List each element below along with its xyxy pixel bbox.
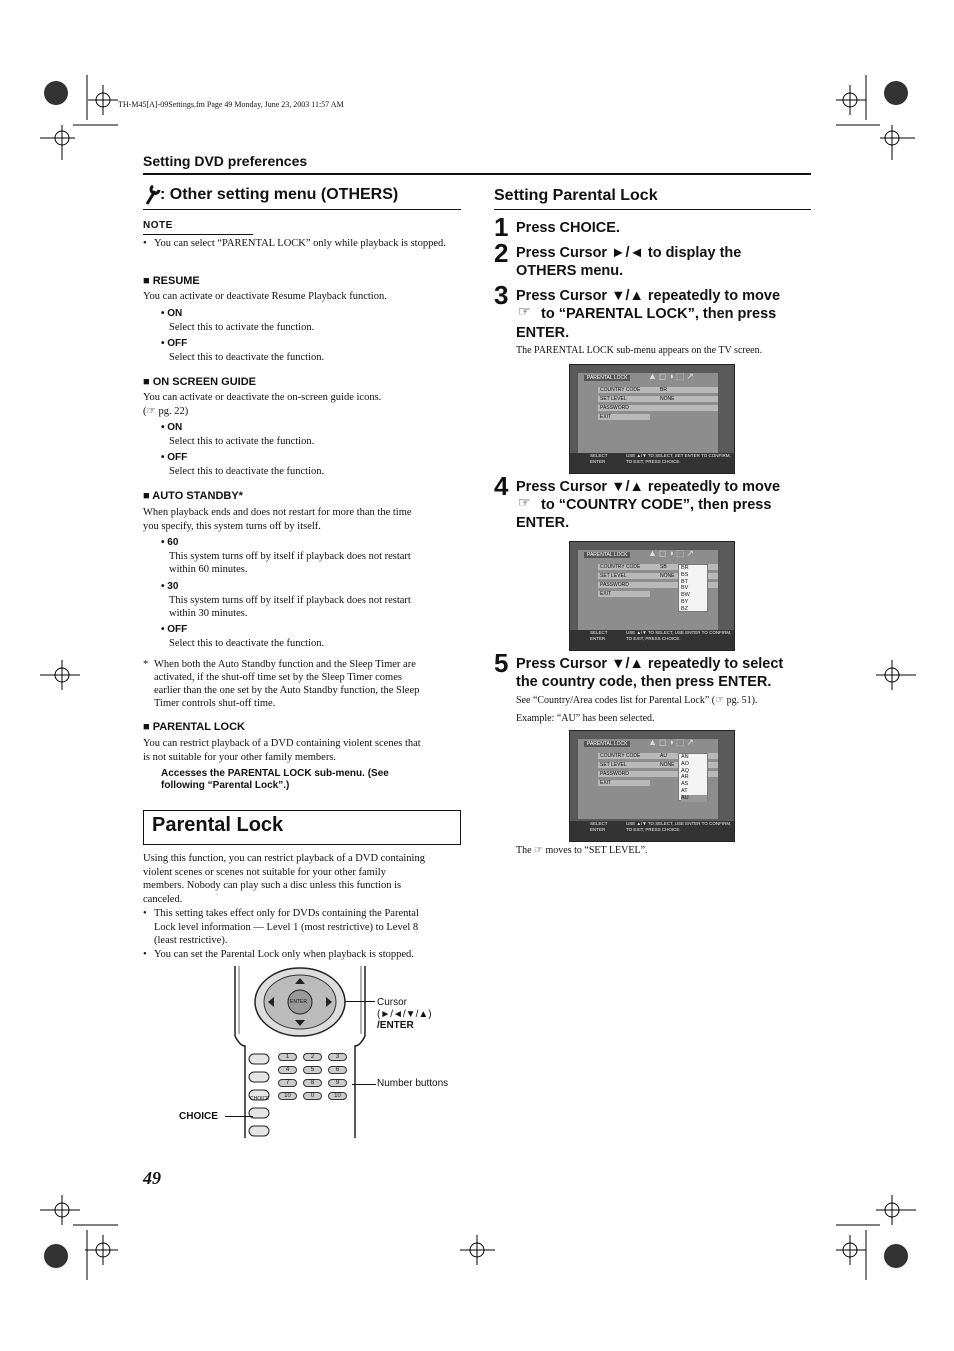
note-text: • You can select “PARENTAL LOCK” only while playback is stopped. — [143, 238, 446, 249]
step4-line3: ENTER. — [516, 515, 570, 531]
parental-access1: Accesses the PARENTAL LOCK sub-menu. (See — [161, 768, 389, 779]
tv2-code-item: BT — [681, 578, 689, 585]
auto-standby-60-desc1: This system turns off by itself if playback does not restart — [169, 551, 411, 562]
tv2-code-value: SB — [660, 564, 667, 570]
tv2-code-item: BY — [681, 598, 689, 605]
tv-country-code: COUNTRY CODE — [600, 387, 641, 393]
step5-number: 5 — [494, 648, 509, 678]
others-menu-title: : Other setting menu (OTHERS) — [160, 186, 399, 203]
step5-note2: Example: “AU” has been selected. — [516, 713, 655, 724]
remote-enter-key: ENTER — [290, 999, 307, 1005]
tv3-code-value: AU — [660, 753, 667, 759]
key-3: 3 — [328, 1053, 347, 1061]
number-leader-line — [352, 1084, 376, 1085]
resume-desc: You can activate or deactivate Resume Playback function. — [143, 291, 387, 302]
tv3-exit: EXIT — [600, 780, 612, 786]
step5-line2: the country code, then press ENTER. — [516, 674, 772, 690]
reference-icon-2: ☞ — [715, 695, 725, 706]
tv3-select-enter — [590, 821, 608, 833]
section-rule — [143, 173, 811, 175]
final-note-b: moves to “SET LEVEL”. — [545, 845, 648, 856]
step4-line1: Press Cursor ▼/▲ repeatedly to move — [516, 479, 781, 495]
osg-on-desc: Select this to activate the function. — [169, 436, 315, 447]
tv2-select-label: SELECT — [590, 630, 608, 635]
bullet1-line2: Lock level information — Level 1 (most restrictive) to Level 8 — [154, 922, 419, 933]
tv3-tab-icons: ▲◻◑⬚↗ — [648, 737, 696, 747]
note-heading: NOTE — [143, 220, 173, 231]
tv-exit: EXIT — [600, 414, 612, 420]
tv3-level-value: NONE — [660, 762, 675, 768]
pointer-icon-2: ☞ — [518, 496, 531, 511]
tv3-set-level: SET LEVEL — [600, 762, 627, 768]
remote-choice-key: CHOICE — [250, 1096, 270, 1102]
tv3-code-item: AN — [681, 754, 689, 760]
key-6: 6 — [328, 1066, 347, 1074]
auto-standby-desc2: you specify, this system turns off by itself. — [143, 521, 321, 532]
choice-callout: CHOICE — [179, 1111, 218, 1122]
bullet1-line1: This setting takes effect only for DVDs containing the Parental — [154, 908, 419, 919]
step5-note1 — [516, 694, 757, 708]
tv3-help-text — [626, 821, 731, 833]
file-info: TH-M45[A]-09Settings.fm Page 49 Monday, June 23, 2003 11:57 AM — [118, 100, 344, 109]
tv-enter-label: ENTER — [590, 459, 606, 464]
key-2: 2 — [303, 1053, 322, 1061]
key-0: 0 — [303, 1092, 322, 1100]
tv-tab-icons: ▲◻◑⬚↗ — [648, 371, 696, 381]
tv3-enter-label: ENTER — [590, 827, 606, 832]
bullet-marker-1: • — [143, 908, 147, 919]
others-title-rule — [143, 209, 461, 210]
section-title: Setting DVD preferences — [143, 153, 308, 169]
step3-line1: Press Cursor ▼/▲ repeatedly to move — [516, 288, 781, 304]
tv2-code-item: BV — [681, 585, 689, 592]
note-rule — [143, 234, 253, 235]
setting-title-rule — [494, 209, 811, 210]
tv2-select-enter — [590, 630, 608, 642]
bullet-marker-2: • — [143, 949, 147, 960]
footnote-line2: activated, if the shut-off time set by the Sleep Timer comes — [154, 672, 402, 683]
page-number: 49 — [143, 1168, 161, 1188]
tv-screen-country-code — [569, 541, 735, 651]
tv3-country-code: COUNTRY CODE — [600, 753, 641, 759]
pointer-icon-3: ☞ — [534, 845, 544, 856]
tv2-exit: EXIT — [600, 591, 612, 597]
tv3-help-line2: TO EXIT, PRESS CHOICE. — [626, 827, 681, 832]
parental-lock-title: Parental Lock — [152, 814, 284, 836]
remote-body-graphic — [225, 966, 375, 1138]
step2-line1: Press Cursor ►/◄ to display the — [516, 245, 742, 261]
tv-code-value: BR — [660, 387, 667, 393]
step1-text: Press CHOICE. — [516, 220, 620, 236]
key-10b: 10 — [328, 1092, 347, 1100]
key-10a: 10 — [278, 1092, 297, 1100]
osg-desc2: (☞ pg. 22) — [143, 406, 189, 417]
tv-help-line1: USE ▲/▼ TO SELECT, SET ENTER TO CONFIRM, — [626, 453, 731, 458]
resume-off-desc: Select this to deactivate the function. — [169, 352, 325, 363]
tv-screen-parental-lock — [569, 364, 735, 474]
resume-heading: ■ RESUME — [143, 275, 200, 287]
pointer-icon: ☞ — [518, 305, 531, 320]
parental-lock-heading: ■ PARENTAL LOCK — [143, 721, 245, 733]
osg-on-label: • ON — [161, 422, 183, 433]
auto-standby-60-label: • 60 — [161, 537, 179, 548]
tv2-code-item: BS — [681, 571, 689, 578]
intro-line2: violent scenes or scenes not suitable for your other family — [143, 867, 386, 878]
wrench-icon — [143, 182, 161, 211]
tv2-help-line1: USE ▲/▼ TO SELECT, USE ENTER TO CONFIRM, — [626, 630, 732, 635]
step5-note1-text: See “Country/Area codes list for Parental Lock” ( — [516, 695, 716, 706]
tv2-help-line2: TO EXIT, PRESS CHOICE. — [626, 636, 681, 641]
number-keypad — [275, 1053, 350, 1100]
step2-line2: OTHERS menu. — [516, 263, 624, 279]
step3-number: 3 — [494, 280, 509, 310]
tv-help-line2: TO EXIT, PRESS CHOICE. — [626, 459, 681, 464]
resume-off-label: • OFF — [161, 338, 188, 349]
tv3-code-item: AU — [681, 795, 707, 802]
osg-page-ref: pg. 22) — [158, 406, 189, 417]
step5-line1: Press Cursor ▼/▲ repeatedly to select — [516, 656, 784, 672]
resume-heading-label: RESUME — [152, 275, 200, 287]
auto-standby-heading: ■ AUTO STANDBY* — [143, 490, 243, 502]
resume-on-label: • ON — [161, 308, 183, 319]
tv-password: PASSWORD — [600, 405, 629, 411]
tv2-code-item: BZ — [681, 605, 689, 612]
osg-heading-label: ON SCREEN GUIDE — [152, 376, 256, 388]
auto-standby-off-desc: Select this to deactivate the function. — [169, 638, 325, 649]
intro-line3: members. Nobody can play such a disc unless this function is — [143, 880, 402, 891]
osg-off-desc: Select this to deactivate the function. — [169, 466, 325, 477]
tv2-set-level: SET LEVEL — [600, 573, 627, 579]
tv2-code-item: BW — [681, 592, 690, 599]
auto-standby-30-desc2: within 30 minutes. — [169, 608, 248, 619]
tv3-help-line1: USE ▲/▼ TO SELECT, USE ENTER TO CONFIRM, — [626, 821, 732, 826]
footnote-line4: Timer controls shut-off time. — [154, 698, 276, 709]
osg-off-label: • OFF — [161, 452, 188, 463]
osg-desc1: You can activate or deactivate the on-screen guide icons. — [143, 392, 382, 403]
tv2-password: PASSWORD — [600, 582, 629, 588]
footnote-mark: * — [143, 659, 149, 670]
tv-select-label: SELECT — [590, 453, 608, 458]
key-7: 7 — [278, 1079, 297, 1087]
tv2-level-value: NONE — [660, 573, 675, 579]
key-8: 8 — [303, 1079, 322, 1087]
tv3-password: PASSWORD — [600, 771, 629, 777]
tv3-code-item: AR — [681, 774, 689, 781]
auto-standby-30-desc1: This system turns off by itself if playback does not restart — [169, 595, 411, 606]
tv-select-enter — [590, 453, 608, 465]
cursor-callout: Cursor — [377, 997, 408, 1008]
tv3-code-item: AS — [681, 781, 689, 788]
tv-level-value: NONE — [660, 396, 675, 402]
auto-standby-desc1: When playback ends and does not restart for more than the time — [143, 507, 412, 518]
key-4: 4 — [278, 1066, 297, 1074]
parental-desc1: You can restrict playback of a DVD containing violent scenes that — [143, 738, 421, 749]
parental-access2: following “Parental Lock”.) — [161, 780, 290, 791]
step1-number: 1 — [494, 212, 509, 242]
step4-number: 4 — [494, 471, 509, 501]
tv2-code-item: BR — [681, 565, 689, 571]
tv2-menu-title: PARENTAL LOCK — [584, 552, 630, 558]
footnote-line3: earlier than the one set by the Auto Standby function, the Sleep — [154, 685, 420, 696]
intro-line4: canceled. — [143, 894, 183, 905]
tv3-code-item: AQ — [681, 767, 689, 774]
cursor-keys-callout: (►/◄/▼/▲) — [377, 1009, 432, 1020]
step4-line2: to “COUNTRY CODE”, then press — [541, 497, 772, 513]
step5-note1-ref: pg. 51). — [726, 695, 758, 706]
osg-heading: ■ ON SCREEN GUIDE — [143, 376, 256, 388]
key-1: 1 — [278, 1053, 297, 1061]
number-buttons-callout: Number buttons — [377, 1078, 449, 1089]
parental-lock-heading-label: PARENTAL LOCK — [152, 721, 245, 733]
step2-number: 2 — [494, 238, 509, 268]
auto-standby-heading-label: AUTO STANDBY* — [152, 490, 243, 502]
tv-menu-panel — [578, 373, 718, 453]
tv3-select-label: SELECT — [590, 821, 608, 826]
setting-parental-lock-title: Setting Parental Lock — [494, 187, 658, 204]
tv2-help-text — [626, 630, 731, 642]
final-note — [516, 844, 648, 858]
enter-callout: /ENTER — [377, 1020, 414, 1031]
tv-menu-title: PARENTAL LOCK — [584, 375, 630, 381]
key-5: 5 — [303, 1066, 322, 1074]
auto-standby-30-label: • 30 — [161, 581, 179, 592]
remote-control-illustration — [225, 966, 375, 1138]
footnote-line1: When both the Auto Standby function and the Sleep Timer are — [154, 659, 416, 670]
auto-standby-off-label: • OFF — [161, 624, 188, 635]
key-9: 9 — [328, 1079, 347, 1087]
step3-line3: ENTER. — [516, 325, 570, 341]
intro-line1: Using this function, you can restrict playback of a DVD containing — [143, 853, 425, 864]
tv2-country-code: COUNTRY CODE — [600, 564, 641, 570]
tv2-enter-label: ENTER — [590, 636, 606, 641]
tv-screen-code-selected — [569, 730, 735, 842]
final-note-a: The — [516, 845, 532, 856]
reference-icon: ☞ — [146, 406, 156, 417]
step3-note: The PARENTAL LOCK sub-menu appears on the TV screen. — [516, 345, 763, 356]
tv3-code-item: AT — [681, 787, 688, 794]
bullet2: You can set the Parental Lock only when playback is stopped. — [154, 949, 414, 960]
choice-leader-line — [225, 1116, 253, 1117]
tv3-menu-title: PARENTAL LOCK — [584, 741, 630, 747]
step3-line2: to “PARENTAL LOCK”, then press — [541, 306, 777, 322]
note-text-value: You can select “PARENTAL LOCK” only while playback is stopped. — [154, 238, 446, 249]
tv-set-level: SET LEVEL — [600, 396, 627, 402]
tv2-code-list — [678, 564, 708, 612]
cursor-leader-line — [345, 1001, 375, 1002]
bullet1-line3: (least restrictive). — [154, 935, 228, 946]
resume-on-desc: Select this to activate the function. — [169, 322, 315, 333]
tv3-code-list — [678, 753, 708, 801]
auto-standby-60-desc2: within 60 minutes. — [169, 564, 248, 575]
parental-desc2: is not suitable for your other family members. — [143, 752, 337, 763]
tv3-code-item: AO — [681, 760, 689, 767]
tv-help-text — [626, 453, 731, 465]
tv2-tab-icons: ▲◻◑⬚↗ — [648, 548, 696, 558]
